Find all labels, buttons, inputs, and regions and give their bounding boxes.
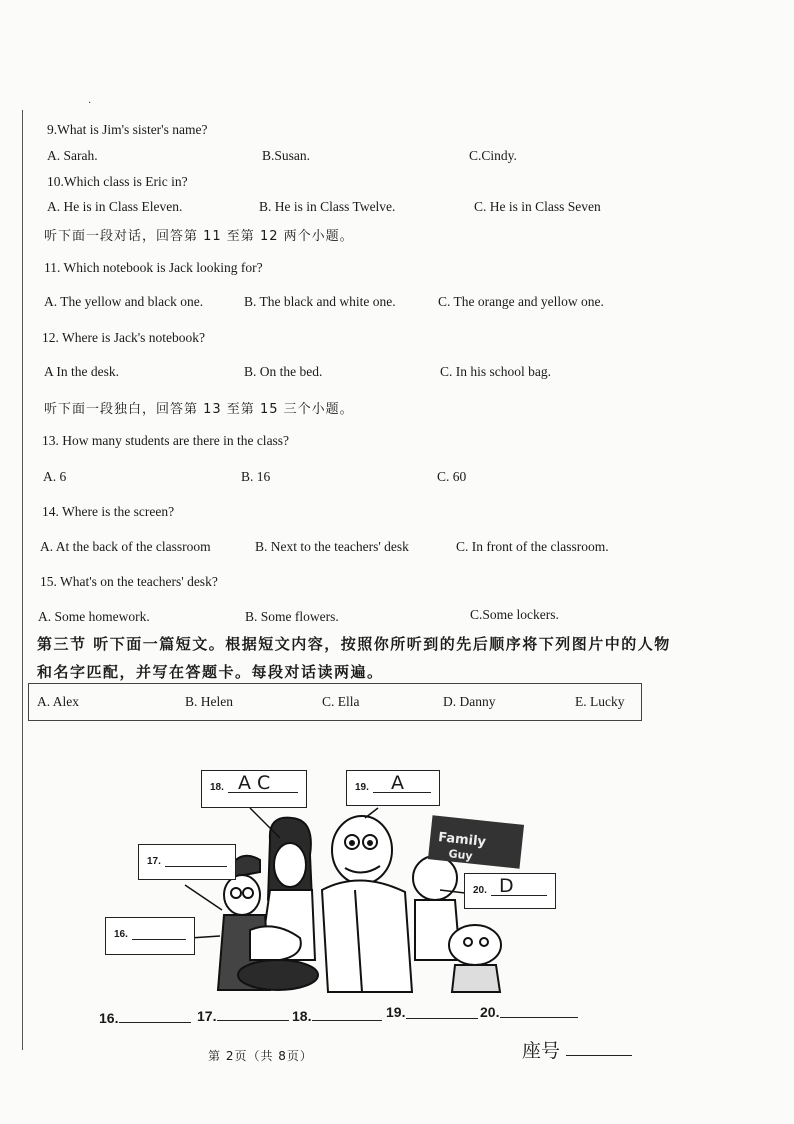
- q15-option-a: A. Some homework.: [38, 609, 150, 624]
- name-option-d: D. Danny: [443, 694, 496, 709]
- picture-label-16: [105, 917, 195, 955]
- q12-option-c: C. In his school bag.: [440, 364, 551, 379]
- q12-option-a: A In the desk.: [44, 364, 119, 379]
- name-option-c: C. Ella: [322, 694, 360, 709]
- q15-option-c: C.Some lockers.: [470, 607, 559, 622]
- q13-option-b: B. 16: [241, 469, 271, 484]
- picture-label-20: [464, 873, 556, 909]
- question-14: 14. Where is the screen?: [42, 504, 175, 519]
- q15-option-b: B. Some flowers.: [245, 609, 339, 624]
- q11-option-c: C. The orange and yellow one.: [438, 294, 604, 309]
- answer-19-blank[interactable]: [406, 1018, 478, 1019]
- picture-label-19-number: 19.: [355, 782, 369, 793]
- svg-text:Family: Family: [437, 830, 487, 850]
- answer-19-number: 19.: [386, 1004, 406, 1020]
- question-15: 15. What's on the teachers' desk?: [40, 574, 218, 589]
- q13-option-c: C. 60: [437, 469, 467, 484]
- answer-16-blank[interactable]: [119, 1022, 191, 1023]
- q12-option-b: B. On the bed.: [244, 364, 323, 379]
- question-11: 11. Which notebook is Jack looking for?: [44, 260, 263, 275]
- q11-option-b: B. The black and white one.: [244, 294, 396, 309]
- seat-number-label: 座号: [522, 1040, 561, 1062]
- instruction-dialog: 听下面一段对话，回答第 11 至第 12 两个小题。: [44, 229, 354, 244]
- picture-label-17-number: 17.: [147, 856, 161, 867]
- picture-label-16-line: [132, 939, 186, 940]
- page-number: 第 2页（共 8页）: [208, 1049, 313, 1063]
- name-option-a: A. Alex: [37, 694, 79, 709]
- answer-17-number: 17.: [197, 1008, 217, 1024]
- q11-option-a: A. The yellow and black one.: [44, 294, 204, 309]
- instruction-monologue: 听下面一段独白，回答第 13 至第 15 三个小题。: [44, 402, 354, 417]
- answer-20-number: 20.: [480, 1004, 500, 1020]
- binding-margin-line: [22, 110, 23, 1050]
- picture-label-16-number: 16.: [114, 929, 128, 940]
- q14-option-c: C. In front of the classroom.: [456, 539, 609, 554]
- picture-label-18-number: 18.: [210, 782, 224, 793]
- question-13: 13. How many students are there in the class?: [42, 433, 290, 448]
- section3-instruction-line1: 第三节 听下面一篇短文。根据短文内容，按照你所听到的先后顺序将下列图片中的人物: [37, 635, 671, 653]
- answer-20-blank[interactable]: [500, 1017, 578, 1018]
- stray-mark: ·: [88, 98, 92, 109]
- svg-text:Guy: Guy: [447, 847, 474, 863]
- q13-option-a: A. 6: [43, 469, 67, 484]
- question-12: 12. Where is Jack's notebook?: [42, 330, 206, 345]
- picture-label-19-answer: A: [391, 772, 404, 794]
- picture-label-17: [138, 844, 236, 880]
- name-option-b: B. Helen: [185, 694, 233, 709]
- question-9: 9.What is Jim's sister's name?: [47, 122, 208, 137]
- answer-16-number: 16.: [99, 1010, 119, 1026]
- picture-label-20-number: 20.: [473, 885, 487, 896]
- picture-label-18: [201, 770, 307, 808]
- q9-option-c: C.Cindy.: [469, 148, 517, 163]
- picture-label-20-answer: D: [499, 875, 514, 897]
- q9-option-a: A. Sarah.: [47, 148, 98, 163]
- q9-option-b: B.Susan.: [262, 148, 311, 163]
- q14-option-b: B. Next to the teachers' desk: [255, 539, 409, 554]
- seat-number-blank[interactable]: [566, 1055, 632, 1056]
- q10-option-a: A. He is in Class Eleven.: [47, 199, 183, 214]
- picture-label-17-line: [165, 866, 227, 867]
- answer-18-number: 18.: [292, 1008, 312, 1024]
- answer-18-blank[interactable]: [312, 1020, 382, 1021]
- q10-option-b: B. He is in Class Twelve.: [259, 199, 396, 214]
- section3-instruction-line2: 和名字匹配，并写在答题卡。每段对话读两遍。: [37, 663, 384, 681]
- picture-label-18-answer: A C: [238, 772, 271, 794]
- question-10: 10.Which class is Eric in?: [47, 174, 188, 189]
- answer-17-blank[interactable]: [217, 1020, 289, 1021]
- q14-option-a: A. At the back of the classroom: [40, 539, 211, 554]
- name-options-box: [28, 683, 642, 721]
- picture-label-19: [346, 770, 440, 806]
- q10-option-c: C. He is in Class Seven: [474, 199, 601, 214]
- name-option-e: E. Lucky: [575, 694, 625, 709]
